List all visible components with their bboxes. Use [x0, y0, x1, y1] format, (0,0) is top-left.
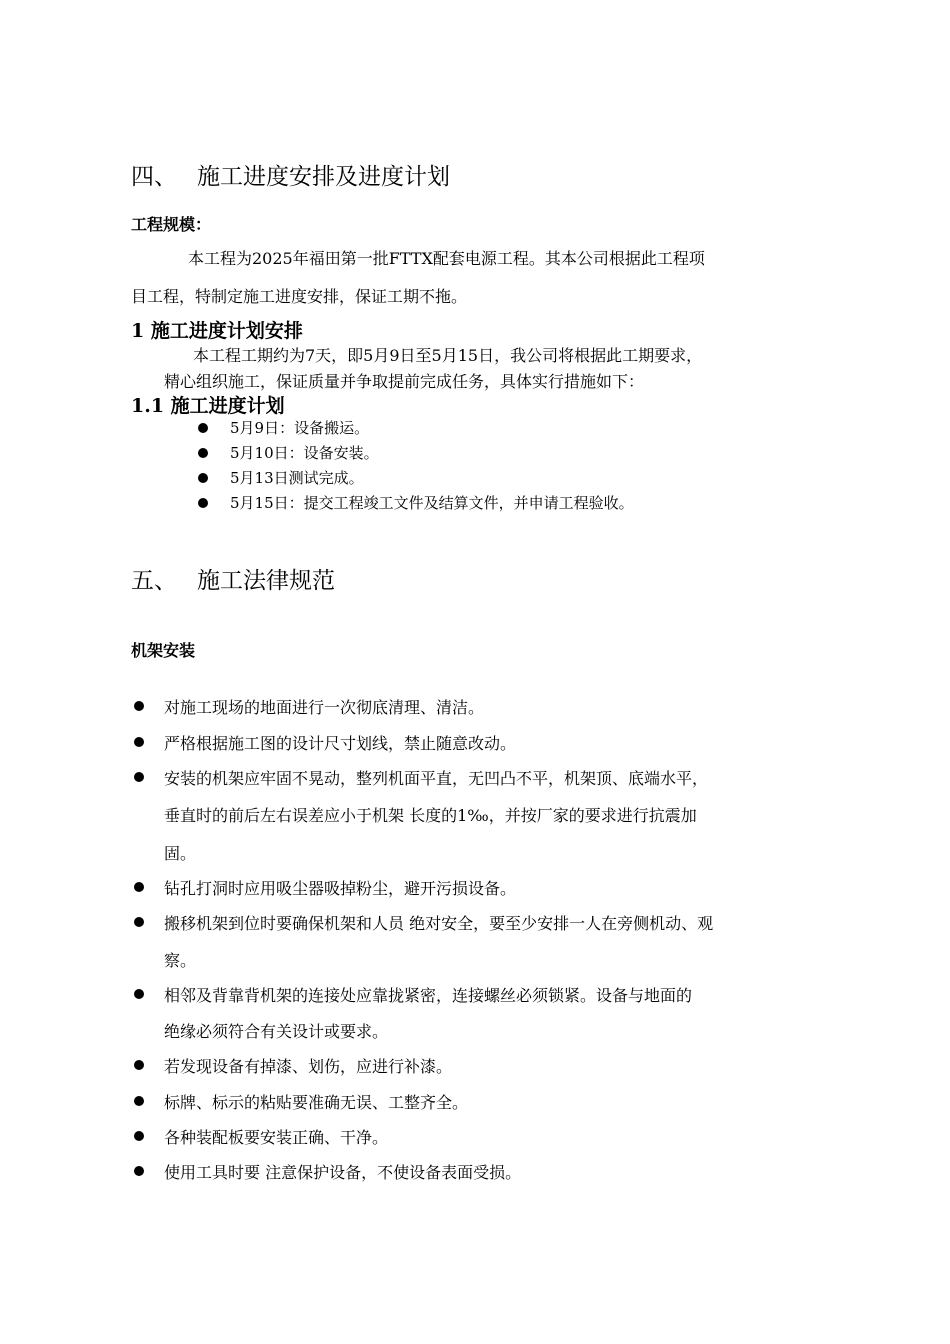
bullet-icon [198, 473, 208, 483]
bullet-icon [134, 1131, 144, 1141]
bullet-icon [134, 917, 144, 927]
schedule-item: 5月9日：设备搬运。 [230, 419, 370, 437]
intro-line-1: 本工程为2025年福田第一批FTTX配套电源工程。其本公司根据此工程项 [188, 249, 705, 268]
rule-item: 对施工现场的地面进行一次彻底清理、清洁。 [164, 698, 485, 717]
bullet-icon [134, 772, 144, 782]
bullet-icon [198, 498, 208, 508]
bullet-icon [198, 448, 208, 458]
section-5-title: 施工法律规范 [197, 568, 335, 594]
rule-item: 相邻及背靠背机架的连接处应靠拢紧密，连接螺丝必须锁紧。设备与地面的 [164, 986, 693, 1005]
section-4-heading [131, 158, 450, 191]
sub1-line-2: 精心组织施工，保证质量并争取提前完成任务，具体实行措施如下： [164, 372, 645, 391]
sub11-heading: 1.1 施工进度计划 [131, 395, 285, 417]
bullet-icon [134, 1166, 144, 1176]
bullet-icon [134, 989, 144, 999]
bullet-icon [198, 423, 208, 433]
section-5-number: 五、 [131, 568, 177, 594]
section-5-heading [131, 562, 335, 595]
rule-item-continuation: 察。 [164, 951, 197, 970]
rule-item: 严格根据施工图的设计尺寸划线，禁止随意改动。 [164, 734, 517, 753]
schedule-item: 5月15日：提交工程竣工文件及结算文件，并申请工程验收。 [230, 494, 634, 512]
rule-item: 各种装配板要安装正确、干净。 [164, 1128, 389, 1147]
rule-item-continuation: 绝缘必须符合有关设计或要求。 [164, 1022, 389, 1041]
intro-line-2: 目工程，特制定施工进度安排，保证工期不拖。 [131, 287, 468, 306]
bullet-icon [134, 701, 144, 711]
rule-item: 安装的机架应牢固不晃动，整列机面平直，无凹凸不平，机架顶、底端水平， [164, 769, 709, 788]
bullet-icon [134, 1096, 144, 1106]
rule-item-continuation: 固。 [164, 844, 197, 863]
section-4-number: 四、 [131, 164, 177, 190]
rule-item-continuation: 垂直时的前后左右误差应小于机架 长度的1‰，并按厂家的要求进行抗震加 [164, 806, 697, 825]
bullet-icon [134, 737, 144, 747]
sub1-heading: 1 施工进度计划安排 [131, 320, 303, 342]
rule-item: 使用工具时要 注意保护设备，不使设备表面受损。 [164, 1163, 522, 1182]
rule-item: 钻孔打洞时应用吸尘器吸掉粉尘，避开污损设备。 [164, 879, 517, 898]
rule-item: 标牌、标示的粘贴要准确无误、工整齐全。 [164, 1093, 469, 1112]
rule-item: 搬移机架到位时要确保机架和人员 绝对安全，要至少安排一人在旁侧机动、观 [164, 914, 714, 933]
rack-heading: 机架安装 [131, 641, 196, 660]
bullet-icon [134, 882, 144, 892]
sub1-line-1: 本工程工期约为7天，即5月9日至5月15日，我公司将根据此工期要求， [193, 346, 703, 365]
rule-item: 若发现设备有掉漆、划伤，应进行补漆。 [164, 1057, 453, 1076]
scale-heading: 工程规模： [131, 215, 212, 234]
schedule-item: 5月10日：设备安装。 [230, 444, 379, 462]
bullet-icon [134, 1060, 144, 1070]
schedule-item: 5月13日测试完成。 [230, 469, 364, 487]
section-4-title: 施工进度安排及进度计划 [197, 164, 450, 190]
